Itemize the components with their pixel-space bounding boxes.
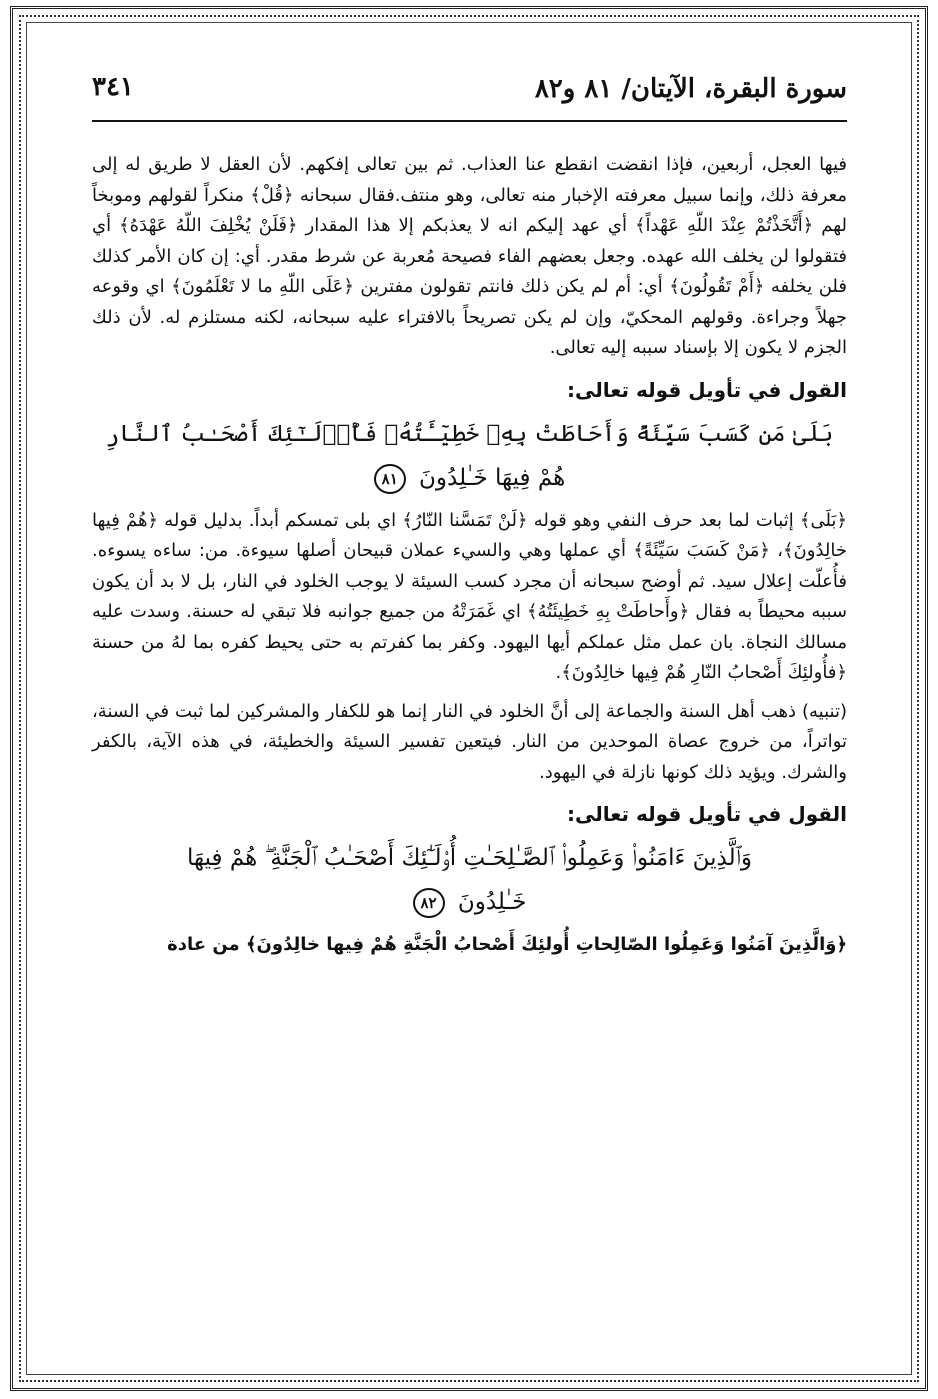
- page-body: [92, 150, 847, 961]
- ayah-number-82: ٨٢: [413, 888, 445, 918]
- paragraph-1: فيها العجل، أربعين، فإذا انقضت انقطع عنا العذاب. ثم بين تعالى إفكهم. لأن العقل لا طريق له إلى معرفة ذلك، وإنما سبيل معرفته الإخبار منه تعالى، وهو منتف.فقال سبحانه ﴿قُلْ﴾ منكراً لقولهم وموبخاً لهم ﴿أَتَّخَذْتُمْ عِنْدَ اللّهِ عَهْداً﴾ أي عهد إليكم انه لا يعذبكم إلا هذا المقدار ﴿فَلَنْ يُخْلِفَ اللّهُ عَهْدَهُ﴾ أي فتقولوا لن يخلف الله عهده. وجعل بعضهم الفاء فصيحة مُعربة عن شرط مقدر. أي: إن كان الأمر كذلك فلن يخلفه ﴿أَمْ تَقُولُونَ﴾ أي: أم لم يكن ذلك فانتم تقولون مفترين ﴿عَلَى اللّهِ ما لا تَعْلَمُونَ﴾ اي وقوعه جهلاً وجراءة. وقولهم المحكيّ، وإن لم يكن تصريحاً بالافتراء عليه سبحانه، لكنه مستلزم له. لأن ذلك الجزم لا يكون إلا بإسناد سببه إليه تعالى.: [92, 154, 847, 358]
- section-heading-1: القول في تأويل قوله تعالى:: [567, 377, 847, 402]
- verse-82-line-2: [92, 880, 847, 924]
- book-page: [92, 64, 847, 1324]
- running-title: سورة البقرة، الآيتان/ ٨١ و٨٢: [534, 74, 847, 104]
- verse-82-line-2-text: خَـٰلِدُونَ: [457, 889, 527, 915]
- verse-81-line-1: بَلَىٰ مَن كَسَبَ سَيِّئَةً وَأَحَاطَتْ بِهِۦ خَطِيٓـَٔتُهُۥ فَأُو۟لَـٰٓئِكَ أَصْحَـٰبُ ٱلنَّارِ: [105, 420, 834, 447]
- ayah-number-81: ٨١: [374, 464, 406, 494]
- verse-81-line-2-text: هُمْ فِيهَا خَـٰلِدُونَ: [419, 464, 566, 491]
- quran-verse-81: [92, 412, 847, 500]
- paragraph-4: ﴿وَالَّذِينَ آمَنُوا وَعَمِلُوا الصّالِحاتِ أُولئِكَ أَصْحابُ الْجَنَّةِ هُمْ فِيها خالِدُونَ﴾ من عادة: [167, 934, 847, 955]
- verse-81-line-2: [92, 456, 847, 500]
- section-heading-2: القول في تأويل قوله تعالى:: [567, 802, 847, 826]
- page-number: ٣٤١: [92, 72, 134, 102]
- quran-verse-82: [92, 836, 847, 924]
- page-header: [92, 64, 847, 122]
- paragraph-3: (تنبيه) ذهب أهل السنة والجماعة إلى أنَّ الخلود في النار إنما هو للكفار والمشركين لما ثبت في السنة، تواتراً، من خروج عصاة الموحدين من النار. فيتعين تفسير السيئة والخطيئة، في هذه الآية، بالكفر والشرك. ويؤيد ذلك كونها نازلة في اليهود.: [92, 700, 847, 783]
- paragraph-2: ﴿بَلَى﴾ إثبات لما بعد حرف النفي وهو قوله ﴿لَنْ تَمَسَّنا النّارُ﴾ اي بلى تمسكم أبداً. بدليل قوله ﴿هُمْ فِيها خالِدُونَ﴾، ﴿مَنْ كَسَبَ سَيِّئَةً﴾ أي عملها وهي والسيء عملان قبيحان أصلها سيوءة. من: ساءه يسوءه. فأُعلّت إعلال سيد. ثم أوضح سبحانه أن مجرد كسب السيئة لا يوجب الخلود في النار، بل لا بد أن يكون سببه محيطاً به فقال ﴿وأَحاطَتْ بِهِ خَطِيئَتُهُ﴾ اي غَمَرَتْهُ من جميع جوانبه فلا تبقي له حسنة. وسدت عليه مسالك النجاة. بان عمل مثل عملكم أيها اليهود. وكفر بما كفرتم به حتى يحيط كفره بما لهُ من حسنة ﴿فأُولئِكَ أَصْحابُ النّارِ هُمْ فِيها خالِدُونَ﴾.: [92, 509, 847, 683]
- verse-82-line-1: وَٱلَّذِينَ ءَامَنُوا۟ وَعَمِلُوا۟ ٱلصَّـٰلِحَـٰتِ أُو۟لَـٰٓئِكَ أَصْحَـٰبُ ٱلْجَنَّةِ ۖ هُمْ فِيهَا: [186, 845, 753, 871]
